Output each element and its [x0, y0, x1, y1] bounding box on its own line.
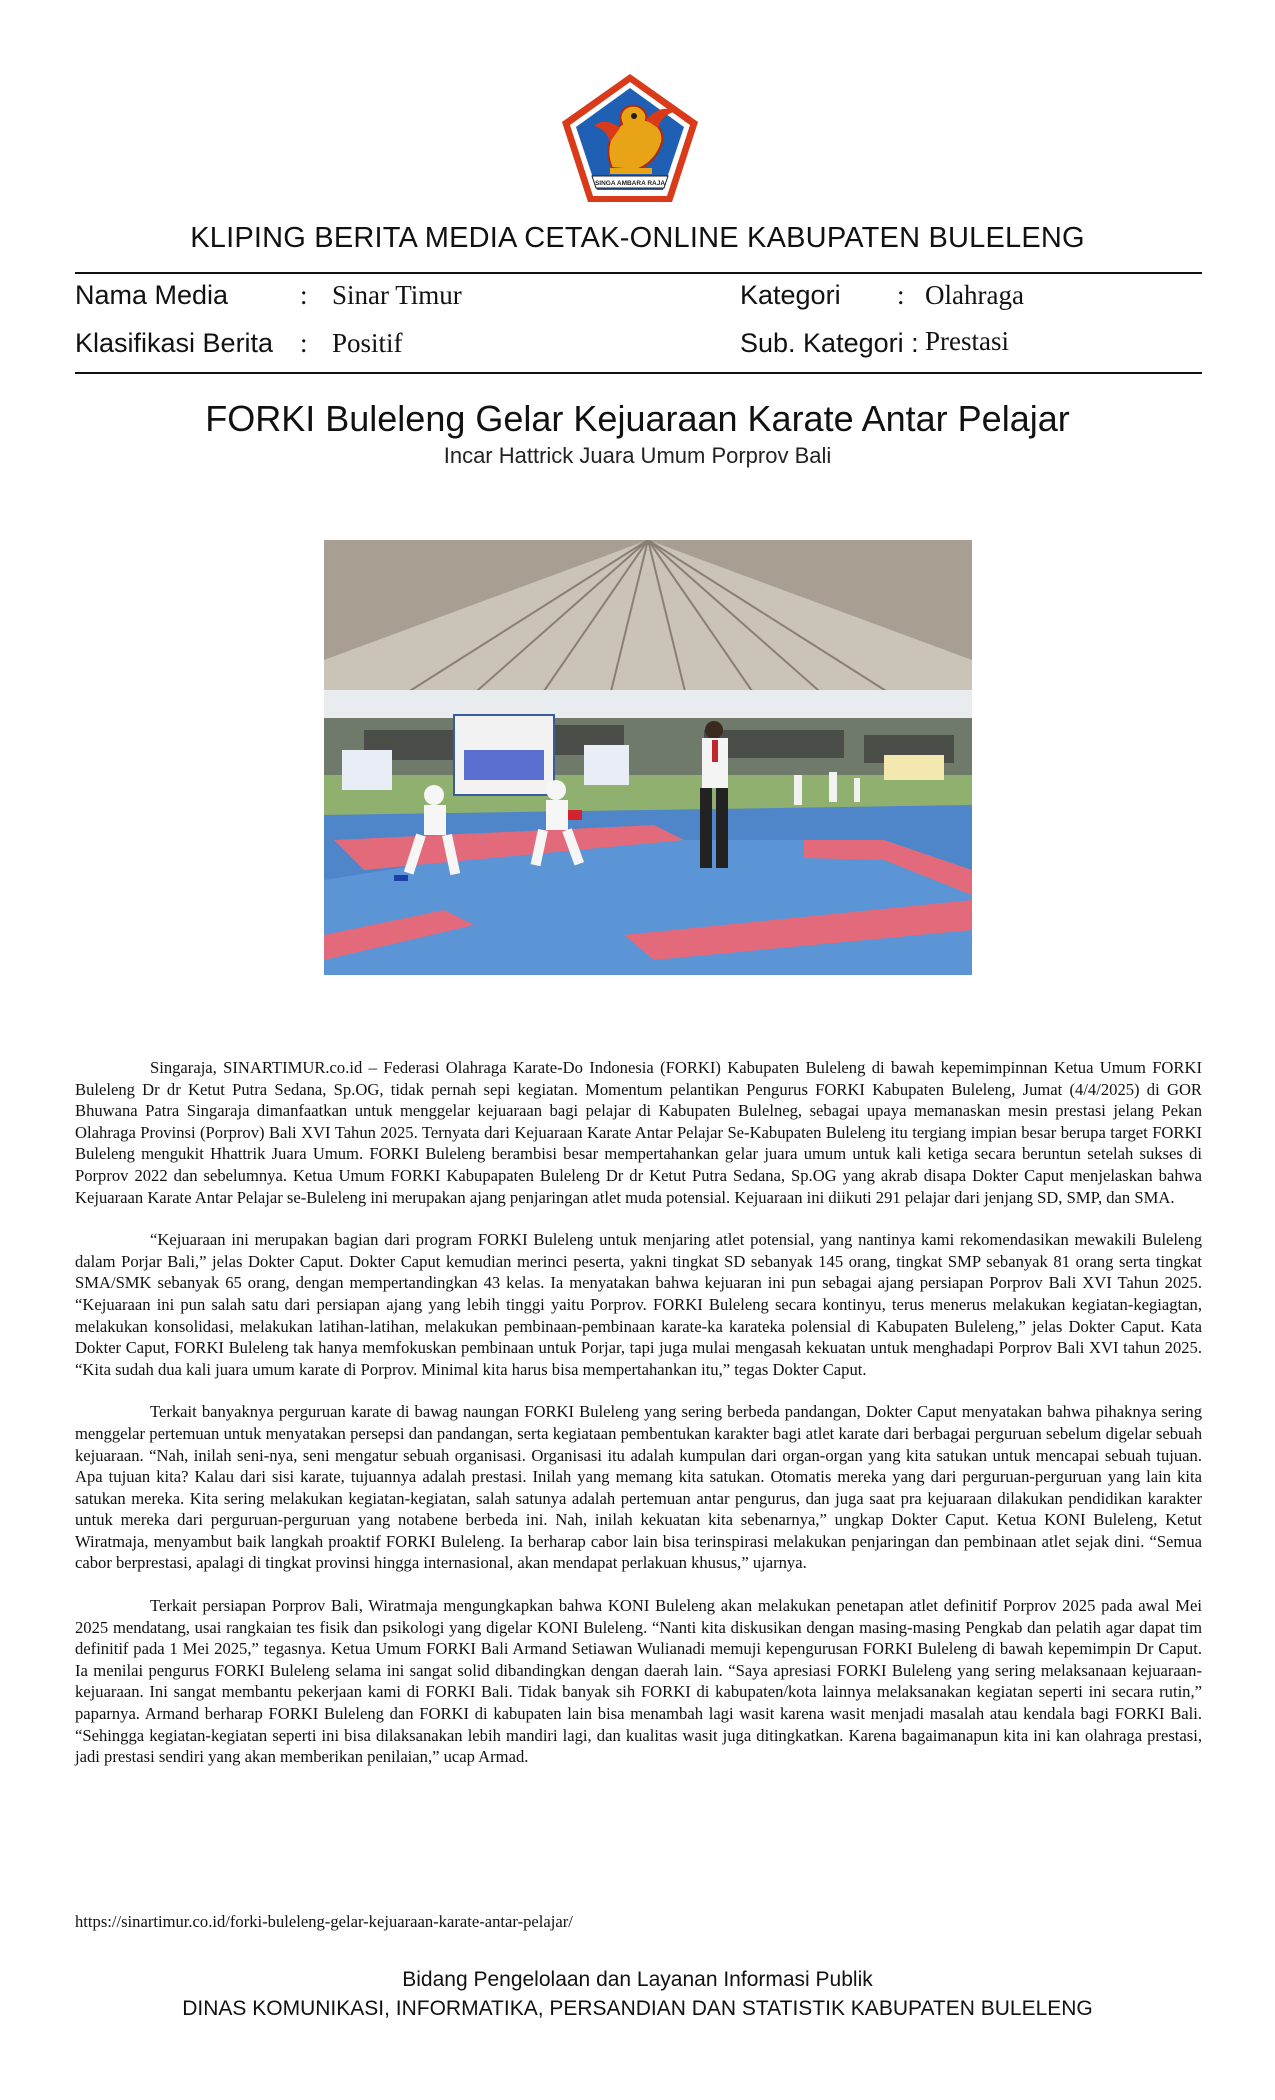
subcategory-label: Sub. Kategori :: [740, 328, 919, 358]
logo-motto-text: SINGA AMBARA RAJA: [594, 180, 666, 187]
buleleng-regency-logo: [560, 72, 700, 204]
article-paragraph-3: Terkait banyaknya perguruan karate di bawag naungan FORKI Buleleng yang sering berbeda pandangan, Dokter Caput menyatakan bahwa pihaknya sering menggelar pertemuan untuk menyatakan persepsi dan pandangan, serta kegiataan pembentukan karakter bagi atlet karate dari berbagai perguruan sebelum digelar sebuah kejuaraan. “Nah, inilah seni-nya, seni mengatur sebuah organisasi. Organisasi itu adalah kumpulan dari organ-organ yang kita satukan untuk mencapai sebuah tujuan. Apa tujuan kita? Kalau dari sisi karate, tujuannya adalah prestasi. Inilah yang memang kita satukan. Otomatis mereka yang dari perguruan-perguruan yang lain kita satukan mereka. Kita sering melakukan kegiatan-kegiatan, salah satunya adalah pertemuan antar pengurus, dan juga saat pra kejuaraan dilakukan pendidikan karakter untuk mereka dari perguruan-perguruan yang notabene berbeda ini. Nah, inilah kekuatan kita sebenarnya,” ungkap Dokter Caput. Ketua KONI Buleleng, Ketut Wiratmaja, menyambut baik langkah proaktif FORKI Buleleng. Ia berharap cabor lain bisa terinspirasi melakukan penjaringan dan pembinaan atlet sejak dini. “Semua cabor berprestasi, apalagi di tingkat provinsi hingga internasional, akan mendapat perlakuan khusus,” ujarnya.: [75, 1402, 1202, 1573]
karate-tournament-photo: [324, 540, 972, 975]
source-url: https://sinartimur.co.id/forki-buleleng-gelar-kejuaraan-karate-antar-pelajar/: [75, 1912, 573, 1931]
article-subtitle: Incar Hattrick Juara Umum Porprov Bali: [443, 443, 832, 468]
category-label: Kategori: [740, 280, 841, 310]
media-name-value: Sinar Timur: [332, 280, 462, 310]
article-body: [75, 1057, 1202, 1789]
subcategory-value: Prestasi: [925, 326, 1009, 356]
media-name-label: Nama Media: [75, 280, 229, 310]
news-classification-label: Klasifikasi Berita: [75, 328, 274, 358]
header-divider-bottom: [75, 372, 1202, 374]
article-title: FORKI Buleleng Gelar Kejuaraan Karate Antar Pelajar: [205, 398, 1070, 439]
category-value: Olahraga: [925, 280, 1024, 310]
category-colon: :: [897, 280, 905, 310]
footer-department: Bidang Pengelolaan dan Layanan Informasi Publik: [402, 1968, 873, 1991]
clipping-header-title: KLIPING BERITA MEDIA CETAK-ONLINE KABUPATEN BULELENG: [190, 222, 1085, 254]
news-classification-colon: :: [300, 328, 308, 358]
footer-agency: DINAS KOMUNIKASI, INFORMATIKA, PERSANDIAN DAN STATISTIK KABUPATEN BULELENG: [182, 1997, 1093, 2020]
media-name-colon: :: [300, 280, 308, 310]
article-paragraph-1: Singaraja, SINARTIMUR.co.id – Federasi Olahraga Karate-Do Indonesia (FORKI) Kabupaten Buleleng di bawah kepemimpinnan Ketua Umum FORKI Buleleng Dr dr Ketut Putra Sedana, Sp.OG, tidak pernah sepi kegiatan. Momentum pelantikan Pengurus FORKI Kabupaten Buleleng, Jumat (4/4/2025) di GOR Bhuwana Patra Singaraja dimanfaatkan untuk menggelar kejuaraan bagi pelajar di Kabupaten Bulelneg, sebagai upaya memanaskan mesin prestasi jelang Pekan Olahraga Provinsi (Porprov) Bali XVI Tahun 2025. Ternyata dari Kejuaraan Karate Antar Pelajar Se-Kabupaten Buleleng itu tergiang impian besar berupa target FORKI Buleleng mengukit Hhattrik Juara Umum. FORKI Buleleng berambisi besar mempertahankan gelar juara umum untuk kali ketiga secara beruntun setelah sukses di Porprov 2022 dan sebelumnya. Ketua Umum FORKI Kabupapaten Buleleng Dr dr Ketut Putra Sedana, Sp.OG yang akrab disapa Dokter Caput menjelaskan bahwa Kejuaraan Karate Antar Pelajar se-Buleleng ini merupakan ajang penjaringan atlet muda potensial. Kejuaraan ini diikuti 291 pelajar dari jenjang SD, SMP, dan SMA.: [75, 1058, 1202, 1207]
article-paragraph-4: Terkait persiapan Porprov Bali, Wiratmaja mengungkapkan bahwa KONI Buleleng akan melakukan penetapan atlet definitif Porprov 2025 pada awal Mei 2025 mendatang, usai rangkaian tes fisik dan psikologi yang digelar KONI Buleleng. “Nanti kita diskusikan dengan masing-masing Pengkab dan pelatih agar dapat tim definitif pada 1 Mei 2025,” tegasnya. Ketua Umum FORKI Bali Armand Setiawan Wulianadi memuji kepengurusan FORKI Buleleng di bawah kepemimpin Dr Caput. Ia menilai pengurus FORKI Buleleng selama ini sangat solid dibandingkan dengan daerah lain. “Saya apresiasi FORKI Buleleng yang sering melaksanaan kejuaraan-kejuaraan. Ini sangat membantu pekerjaan kami di FORKI Bali. Tidak banyak sih FORKI di kabupaten/kota lainnya melaksanakan kegiatan seperti ini secara rutin,” paparnya. Armand berharap FORKI Buleleng dan FORKI di kabupaten lain bisa menambah lagi wasit karena wasit menjadi masalah atau kendala bagi FORKI Bali. “Sehingga kegiatan-kegiatan seperti ini bisa dilaksanakan lebih mandiri lagi, dan kualitas wasit juga ditingkatkan. Karena bagaimanapun kita ini kan olahraga prestasi, jadi prestasi sendiri yang akan memberikan penilaian,” ucap Armad.: [75, 1596, 1202, 1767]
article-paragraph-2: “Kejuaraan ini merupakan bagian dari program FORKI Buleleng untuk menjaring atlet potensial, yang nantinya kami rekomendasikan mewakili Buleleng dalam Porjar Bali,” jelas Dokter Caput. Dokter Caput kemudian merinci peserta, yakni tingkat SD sebanyak 145 orang, tingkat SMP sebanyak 81 orang serta tingkat SMA/SMK sebanyak 65 orang, dengan mempertandingkan 43 kelas. Ia menyatakan bahwa kejuaran ini pun sebagai ajang persiapan Porprov Bali XVI Tahun 2025. “Kejuaraan ini pun salah satu dari persiapan ajang yang lebih tinggi yaitu Porprov. FORKI Buleleng secara kontinyu, terus menerus melakukan kegiatan-kegiagtan, melakukan konsolidasi, melakukan latihan-latihan, melakukan pembinaan-pembinaan karate-ka karateka polensial di Kabupaten Buleleng,” jelas Dokter Caput. Kata Dokter Caput, FORKI Buleleng tak hanya memfokuskan pembinaan untuk Porjar, tapi juga mulai mengasah kekuatan untuk menghadapi Porprov Bali XVI tahun 2025. “Kita sudah dua kali juara umum karate di Porprov. Minimal kita harus bisa mempertahankan itu,” tegas Dokter Caput.: [75, 1230, 1202, 1379]
header-divider-top: [75, 272, 1202, 274]
news-classification-value: Positif: [332, 328, 403, 358]
